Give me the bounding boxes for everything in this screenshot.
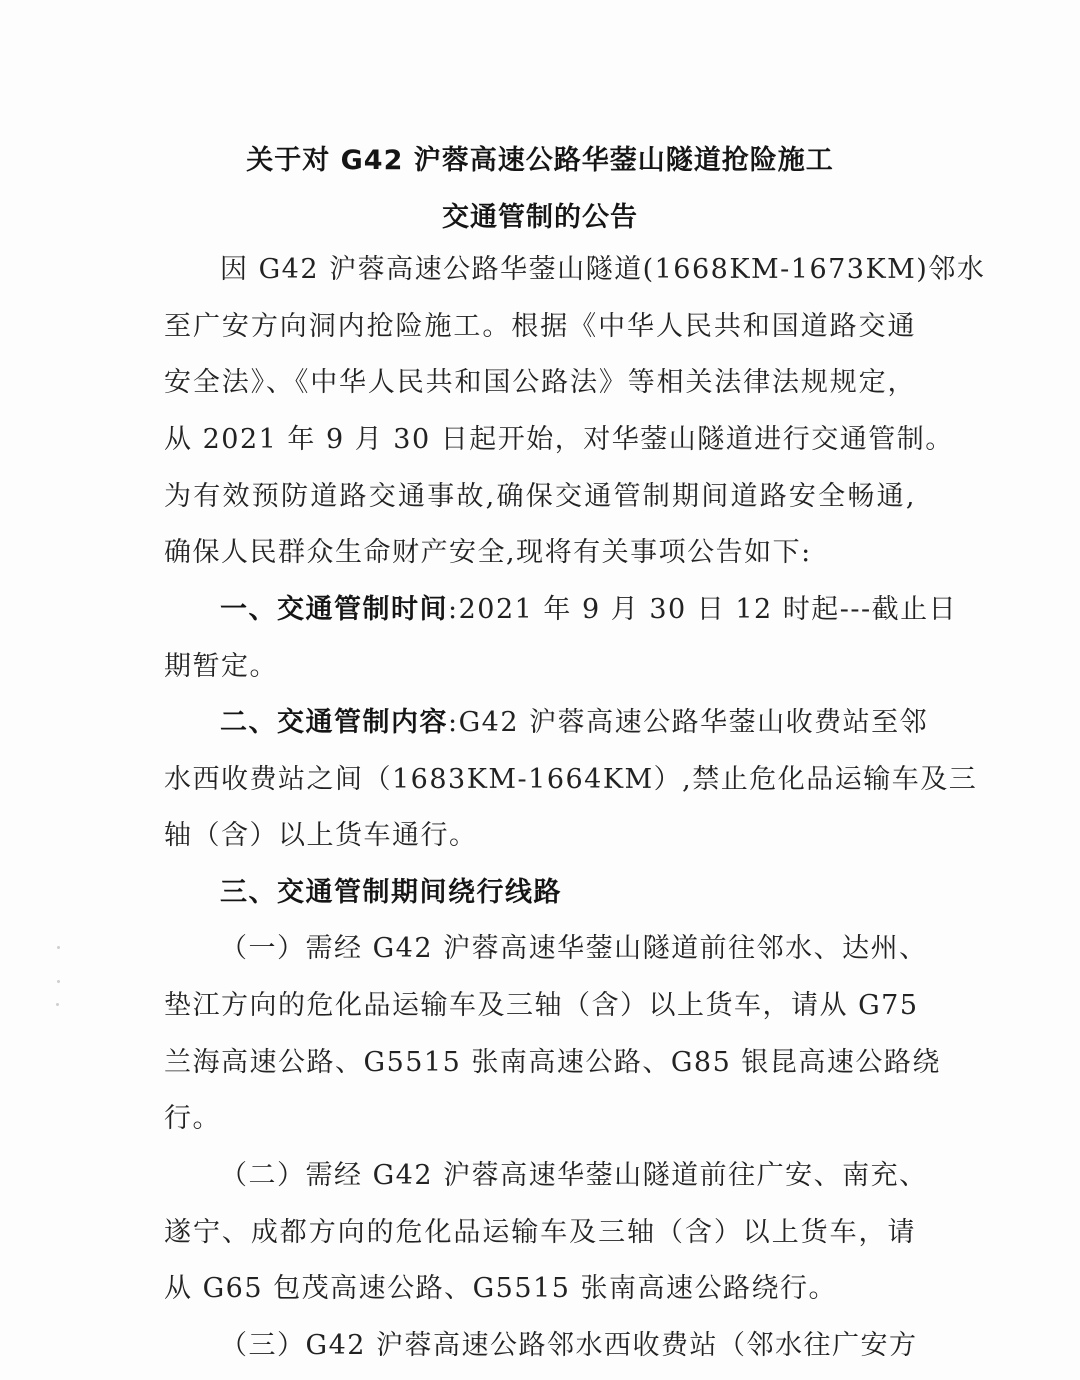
section-3-item-1-line-4: 行。 (164, 1103, 221, 1134)
intro-line-3: 安全法》、《中华人民共和国公路法》等相关法律法规规定， (164, 367, 916, 398)
section-2-text: :G42 沪蓉高速公路华蓥山收费站至邻 (448, 707, 929, 738)
scan-speck (56, 1003, 59, 1006)
section-2-line-1 (220, 706, 929, 740)
intro-line-6: 确保人民群众生命财产安全,现将有关事项公告如下: (164, 537, 812, 568)
intro-line-5: 为有效预防道路交通事故,确保交通管制期间道路安全畅通, (164, 481, 916, 512)
document-title-line-1: 关于对 G42 沪蓉高速公路华蓥山隧道抢险施工 (246, 145, 834, 176)
section-3-item-2-line-1: （二）需经 G42 沪蓉高速华蓥山隧道前往广安、南充、 (220, 1160, 928, 1191)
scan-speck (57, 980, 60, 983)
section-1-text: :2021 年 9 月 30 日 12 时起---截止日 (448, 594, 958, 625)
section-3-item-3-line-1: （三）G42 沪蓉高速公路邻水西收费站（邻水往广安方 (220, 1330, 918, 1361)
intro-line-1: 因 G42 沪蓉高速公路华蓥山隧道(1668KM-1673KM)邻水 (220, 254, 986, 285)
section-2-line-2: 水西收费站之间（1683KM-1664KM）,禁止危化品运输车及三 (164, 764, 978, 795)
section-3-item-1-line-3: 兰海高速公路、G5515 张南高速公路、G85 银昆高速公路绕 (164, 1047, 941, 1078)
section-3-item-1-line-2: 垫江方向的危化品运输车及三轴（含）以上货车，请从 G75 (164, 990, 919, 1021)
section-3-item-2-line-2: 遂宁、成都方向的危化品运输车及三轴（含）以上货车，请 (164, 1217, 916, 1248)
section-3-heading: 三、交通管制期间绕行线路 (220, 877, 562, 908)
section-3-item-1-line-1: （一）需经 G42 沪蓉高速华蓥山隧道前往邻水、达州、 (220, 933, 928, 964)
section-1-line-2: 期暂定。 (164, 651, 278, 682)
intro-line-2: 至广安方向洞内抢险施工。根据《中华人民共和国道路交通 (164, 311, 916, 342)
section-2-heading: 二、交通管制内容 (220, 707, 448, 738)
document-title-line-2: 交通管制的公告 (442, 202, 638, 233)
section-2-line-3: 轴（含）以上货车通行。 (164, 820, 478, 851)
section-3-item-2-line-3: 从 G65 包茂高速公路、G5515 张南高速公路绕行。 (164, 1273, 837, 1304)
section-1-heading: 一、交通管制时间 (220, 594, 448, 625)
intro-line-4: 从 2021 年 9 月 30 日起开始，对华蓥山隧道进行交通管制。 (164, 424, 954, 455)
scan-speck (57, 946, 60, 949)
section-1-line-1 (220, 593, 958, 627)
